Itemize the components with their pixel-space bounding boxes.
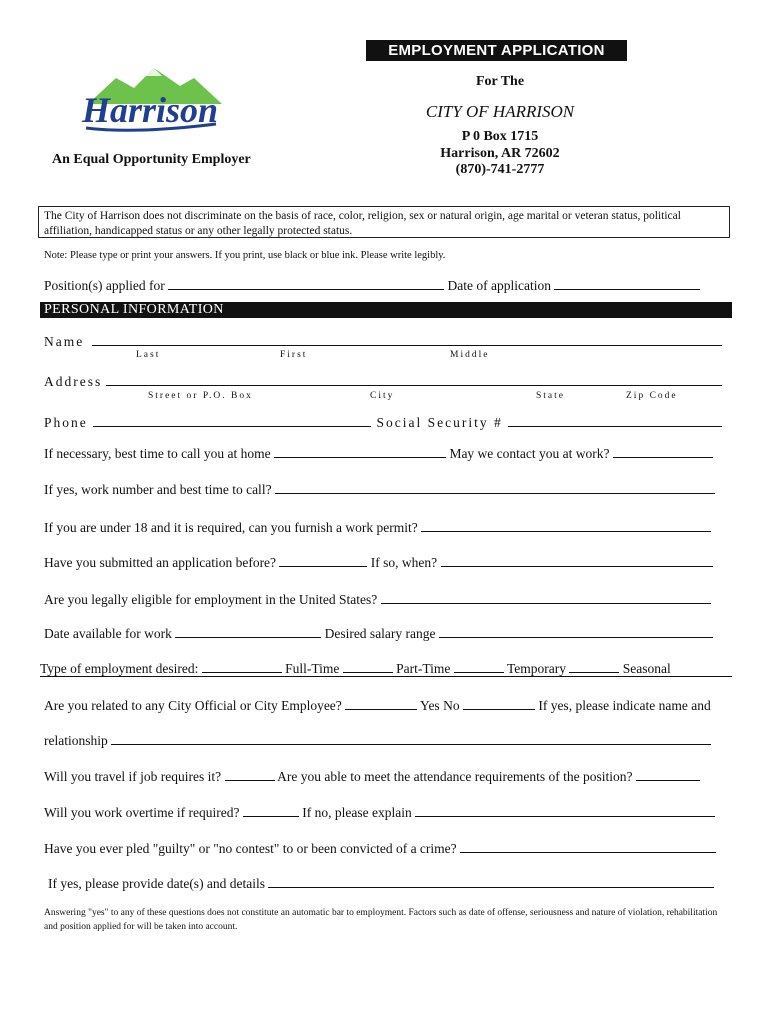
best-time-field[interactable] xyxy=(274,445,446,458)
submitted-before-label: Have you submitted an application before? xyxy=(44,555,277,570)
salary-label: Desired salary range xyxy=(324,626,436,641)
full-time-label: Full-Time xyxy=(285,661,340,676)
travel-field[interactable] xyxy=(225,768,275,781)
provide-dates-field[interactable] xyxy=(268,875,714,888)
employment-type-label: Type of employment desired: xyxy=(40,661,199,676)
zip-caption: Zip Code xyxy=(626,391,678,401)
travel-label: Will you travel if job requires it? xyxy=(44,769,222,784)
name-field[interactable] xyxy=(92,345,722,346)
attendance-label: Are you able to meet the attendance requirements of the position? xyxy=(277,769,633,784)
first-name-caption: First xyxy=(280,350,308,360)
part-time-field[interactable] xyxy=(343,660,393,673)
best-time-label: If necessary, best time to call you at home xyxy=(44,446,271,461)
explain-field[interactable] xyxy=(415,804,715,817)
city-caption: City xyxy=(370,391,395,401)
work-number-label: If yes, work number and best time to call? xyxy=(44,482,272,497)
attendance-field[interactable] xyxy=(636,768,700,781)
middle-name-caption: Middle xyxy=(450,350,490,360)
city-name: CITY OF HARRISON xyxy=(425,102,575,121)
yes-no-label: Yes No xyxy=(420,698,460,713)
travel-row xyxy=(44,768,700,785)
ssn-label: Social Security # xyxy=(376,415,503,430)
phone-label: Phone xyxy=(44,415,88,430)
overtime-label: Will you work overtime if required? xyxy=(44,805,240,820)
provide-dates-row xyxy=(48,875,714,892)
guilty-label: Have you ever pled "guilty" or "no contest" to or been convicted of a crime? xyxy=(44,841,457,856)
legibility-note: Note: Please type or print your answers. If you print, use black or blue ink. Please write legibly. xyxy=(44,250,446,261)
position-field[interactable] xyxy=(168,277,444,290)
eligible-label: Are you legally eligible for employment in the United States? xyxy=(44,592,378,607)
guilty-row xyxy=(44,840,716,857)
logo-wordmark: Harrison xyxy=(82,90,219,130)
relationship-row xyxy=(44,732,711,749)
date-available-field[interactable] xyxy=(175,625,321,638)
street-caption: Street or P.O. Box xyxy=(148,391,253,401)
city-state-zip: Harrison, AR 72602 xyxy=(440,146,560,161)
seasonal-field[interactable] xyxy=(569,660,619,673)
relationship-field[interactable] xyxy=(111,732,711,745)
state-caption: State xyxy=(536,391,565,401)
date-of-application-label: Date of application xyxy=(447,278,551,293)
related-row xyxy=(44,697,711,714)
full-time-field[interactable] xyxy=(202,660,282,673)
temporary-label: Temporary xyxy=(506,661,566,676)
position-label: Position(s) applied for xyxy=(44,278,165,293)
overtime-field[interactable] xyxy=(243,804,299,817)
if-so-when-label: If so, when? xyxy=(370,555,438,570)
phone-row xyxy=(44,414,722,431)
name-label: Name xyxy=(44,334,85,349)
date-of-application-field[interactable] xyxy=(554,277,700,290)
personal-information-header: PERSONAL INFORMATION xyxy=(40,302,732,318)
employment-type-rule xyxy=(40,676,732,677)
guilty-field[interactable] xyxy=(460,840,716,853)
best-time-row xyxy=(44,445,713,462)
address-field[interactable] xyxy=(106,385,722,386)
work-number-field[interactable] xyxy=(275,481,715,494)
provide-dates-label: If yes, please provide date(s) and details xyxy=(48,876,266,891)
indicate-name-label: If yes, please indicate name and xyxy=(538,698,711,713)
phone-field[interactable] xyxy=(93,414,371,427)
harrison-logo xyxy=(76,64,232,140)
part-time-label: Part-Time xyxy=(396,661,451,676)
contact-work-field[interactable] xyxy=(613,445,713,458)
explain-label: If no, please explain xyxy=(302,805,412,820)
footer-disclaimer: Answering "yes" to any of these questions does not constitute an automatic bar to employment. Factors such as date of offense, seriousness and nature of violation, rehabilitation and position applied for will be taken into account. xyxy=(44,908,718,932)
overtime-row xyxy=(44,804,715,821)
date-available-label: Date available for work xyxy=(44,626,172,641)
employment-type-row xyxy=(40,660,671,677)
submitted-before-field[interactable] xyxy=(279,554,367,567)
relationship-label: relationship xyxy=(44,733,108,748)
work-permit-label: If you are under 18 and it is required, can you furnish a work permit? xyxy=(44,520,418,535)
submitted-before-row xyxy=(44,554,713,571)
related-no-field[interactable] xyxy=(463,697,535,710)
salary-field[interactable] xyxy=(439,625,713,638)
ssn-field[interactable] xyxy=(508,414,722,427)
contact-work-label: May we contact you at work? xyxy=(449,446,610,461)
work-permit-field[interactable] xyxy=(421,519,711,532)
po-box: P 0 Box 1715 xyxy=(461,129,539,144)
form-title: EMPLOYMENT APPLICATION xyxy=(366,40,627,61)
related-label: Are you related to any City Official or City Employee? xyxy=(44,698,342,713)
work-number-row xyxy=(44,481,715,498)
work-permit-row xyxy=(44,519,711,536)
last-name-caption: Last xyxy=(136,350,161,360)
if-so-when-field[interactable] xyxy=(441,554,713,567)
for-the-text: For The xyxy=(475,74,525,89)
eligible-row xyxy=(44,591,711,608)
address-label: Address xyxy=(44,374,103,389)
seasonal-label: Seasonal xyxy=(622,661,671,676)
temporary-field[interactable] xyxy=(454,660,504,673)
nondiscrimination-notice: The City of Harrison does not discriminate on the basis of race, color, religion, sex or natural origin, age marital or veteran status, political affiliation, handicapped status or any other legally protected status. xyxy=(38,206,730,238)
position-row xyxy=(44,277,700,294)
availability-row xyxy=(44,625,713,642)
eligible-field[interactable] xyxy=(381,591,711,604)
equal-opportunity-text: An Equal Opportunity Employer xyxy=(52,152,251,167)
related-yes-field[interactable] xyxy=(345,697,417,710)
phone-number: (870)-741-2777 xyxy=(455,162,545,177)
